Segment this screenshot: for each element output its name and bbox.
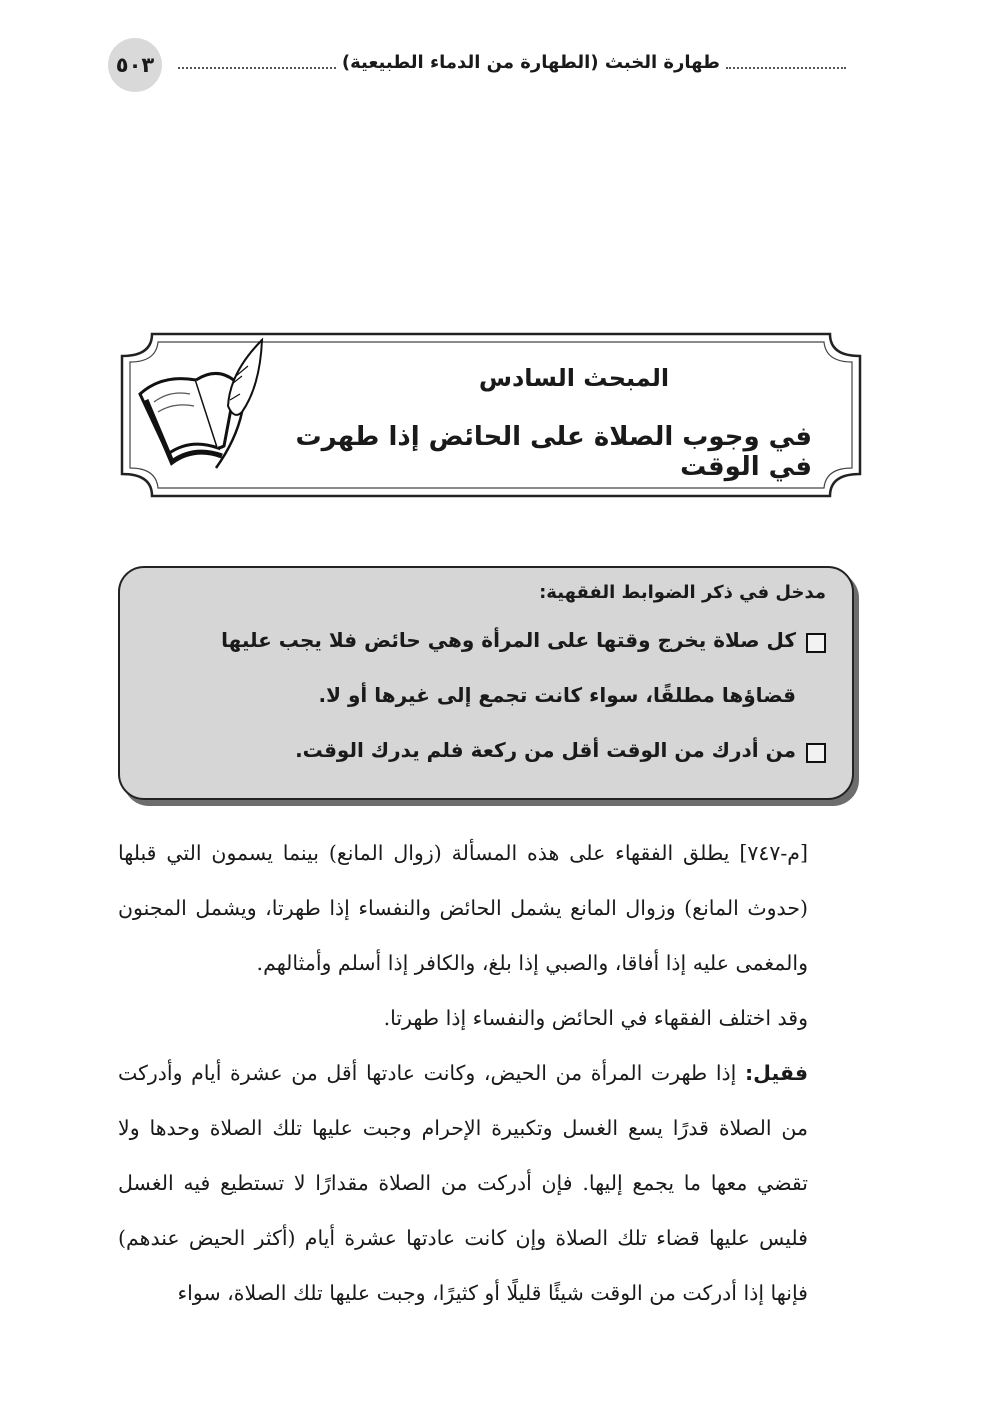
checkbox-icon	[806, 633, 826, 653]
section-title-box	[118, 330, 864, 500]
paragraph	[118, 1046, 856, 1321]
section-title: المبحث السادس	[478, 364, 670, 392]
section-subtitle: في وجوب الصلاة على الحائض إذا طهرت في الوقت	[295, 422, 812, 482]
rule-item	[144, 723, 826, 778]
paragraph-lead: فقيل:	[744, 1061, 808, 1085]
leader-dots	[178, 67, 336, 69]
page-number: ٥٠٣	[108, 38, 162, 92]
paragraph: وقد اختلف الفقهاء في الحائض والنفساء إذا طهرتا.	[383, 1006, 808, 1030]
body-text	[118, 826, 856, 1321]
paragraph-rest: إذا طهرت المرأة من الحيض، وكانت عادتها أقل من عشرة أيام وأدركت من الصلاة قدرًا يسع الغسل وتكبيرة الإحرام وجبت عليها تلك الصلاة وحدها ولا تقضي معها ما يجمع إليها. فإن أدركت من الصلاة مقدارًا لا تستطيع فيه الغسل فليس عليها قضاء تلك الصلاة وإن كانت عادتها عشرة أيام (أكثر الحيض عندهم) فإنها إذا أدركت من الوقت شيئًا قليلًا أو كثيرًا، وجبت عليها تلك الصلاة، سواء	[118, 1061, 808, 1305]
leader-dots	[726, 67, 846, 69]
rules-heading: مدخل في ذكر الضوابط الفقهية:	[539, 582, 826, 603]
book-quill-icon	[132, 336, 272, 476]
rules-box	[118, 566, 854, 800]
running-head	[178, 52, 846, 73]
checkbox-icon	[806, 743, 826, 763]
rule-text: من أدرك من الوقت أقل من ركعة فلم يدرك الوقت.	[295, 738, 796, 762]
running-title: طهارة الخبث (الطهارة من الدماء الطبيعية)	[341, 52, 720, 73]
paragraph: [م-٧٤٧] يطلق الفقهاء على هذه المسألة (زوال المانع) بينما يسمون التي قبلها (حدوث المانع) وزوال المانع يشمل الحائض والنفساء إذا طهرتا، ويشمل المجنون والمغمى عليه إذا أفاقا، والصبي إذا بلغ، والكافر إذا أسلم وأمثالهم.	[118, 841, 808, 975]
rule-item	[144, 613, 826, 723]
rule-text: كل صلاة يخرج وقتها على المرأة وهي حائض فلا يجب عليها قضاؤها مطلقًا، سواء كانت تجمع إلى غيرها أو لا.	[221, 628, 796, 707]
page-header	[108, 38, 846, 96]
